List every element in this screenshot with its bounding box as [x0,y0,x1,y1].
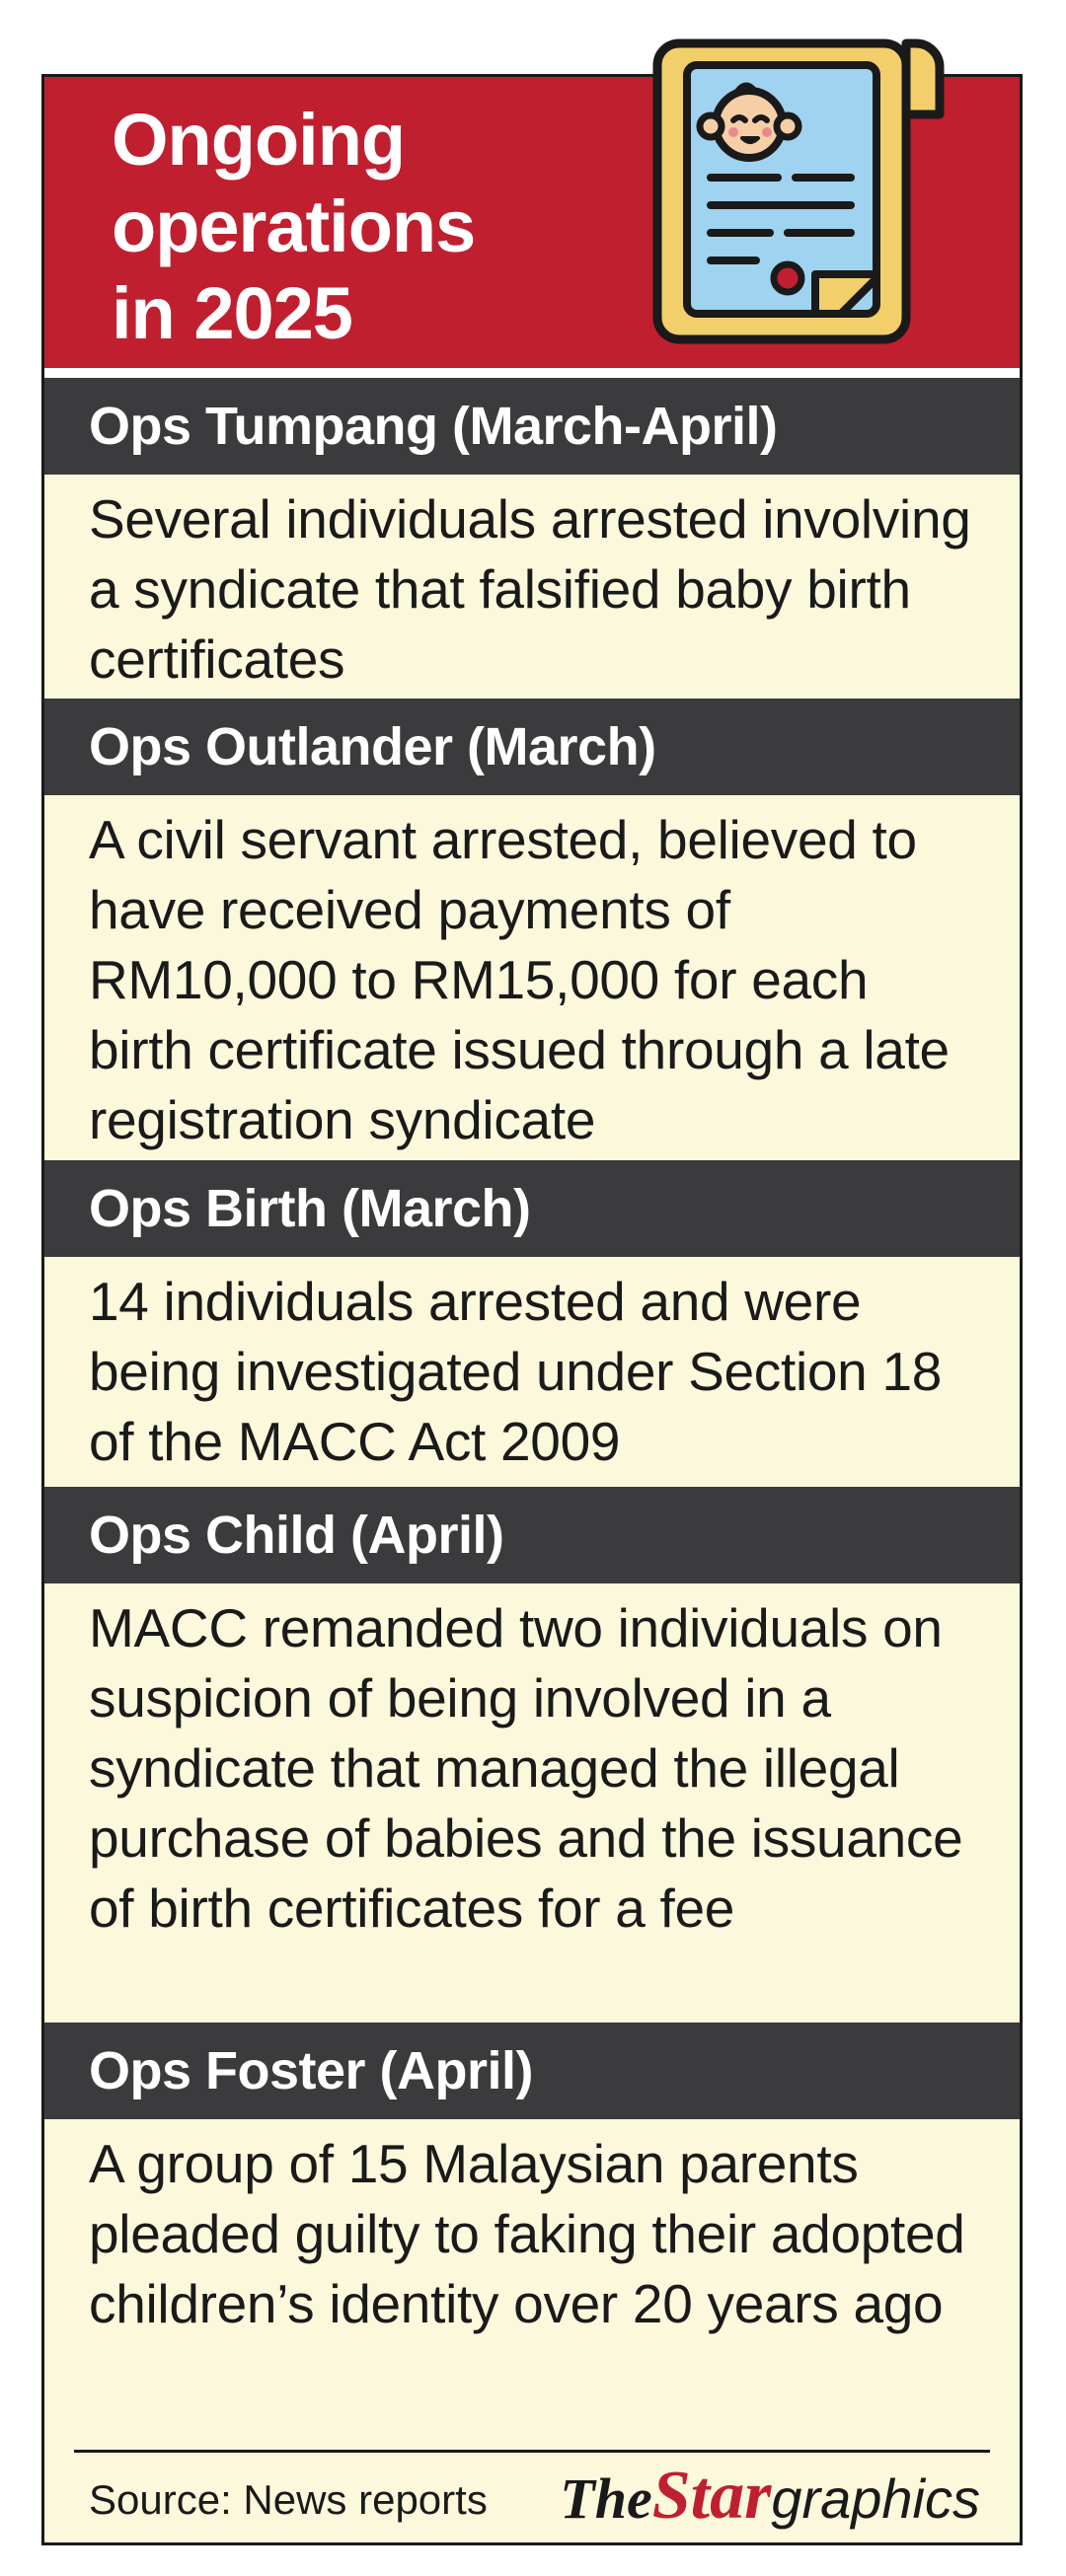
section-heading: Ops Birth (March) [44,1160,1020,1257]
section-heading: Ops Child (April) [44,1487,1020,1583]
the-star-graphics-logo: TheStargraphics [560,2458,980,2534]
section-body: Several individuals arrested involving a syndicate that falsified baby birth certificates [44,475,1020,699]
source-credit: Source: News reports [89,2476,488,2523]
header-divider [44,368,1020,378]
birth-certificate-icon [640,30,955,357]
section-heading: Ops Tumpang (March-April) [44,378,1020,475]
footer-divider [74,2450,990,2453]
page-title: Ongoing operations in 2025 [112,99,476,354]
section-heading: Ops Foster (April) [44,2023,1020,2119]
section-body: MACC remanded two individuals on suspicion of being involved in a syndicate that managed the illegal purchase of babies and the issuance of birth certificates for a fee [44,1583,1020,2023]
section-body: A civil servant arrested, believed to have received payments of RM10,000 to RM15,000 for each birth certificate issued through a late registration syndicate [44,795,1020,1160]
section-body: A group of 15 Malaysian parents pleaded guilty to faking their adopted children’s identity over 20 years ago [44,2119,1020,2435]
section-heading: Ops Outlander (March) [44,699,1020,795]
infographic-frame [41,74,1023,2545]
section-body: 14 individuals arrested and were being investigated under Section 18 of the MACC Act 2009 [44,1257,1020,1487]
